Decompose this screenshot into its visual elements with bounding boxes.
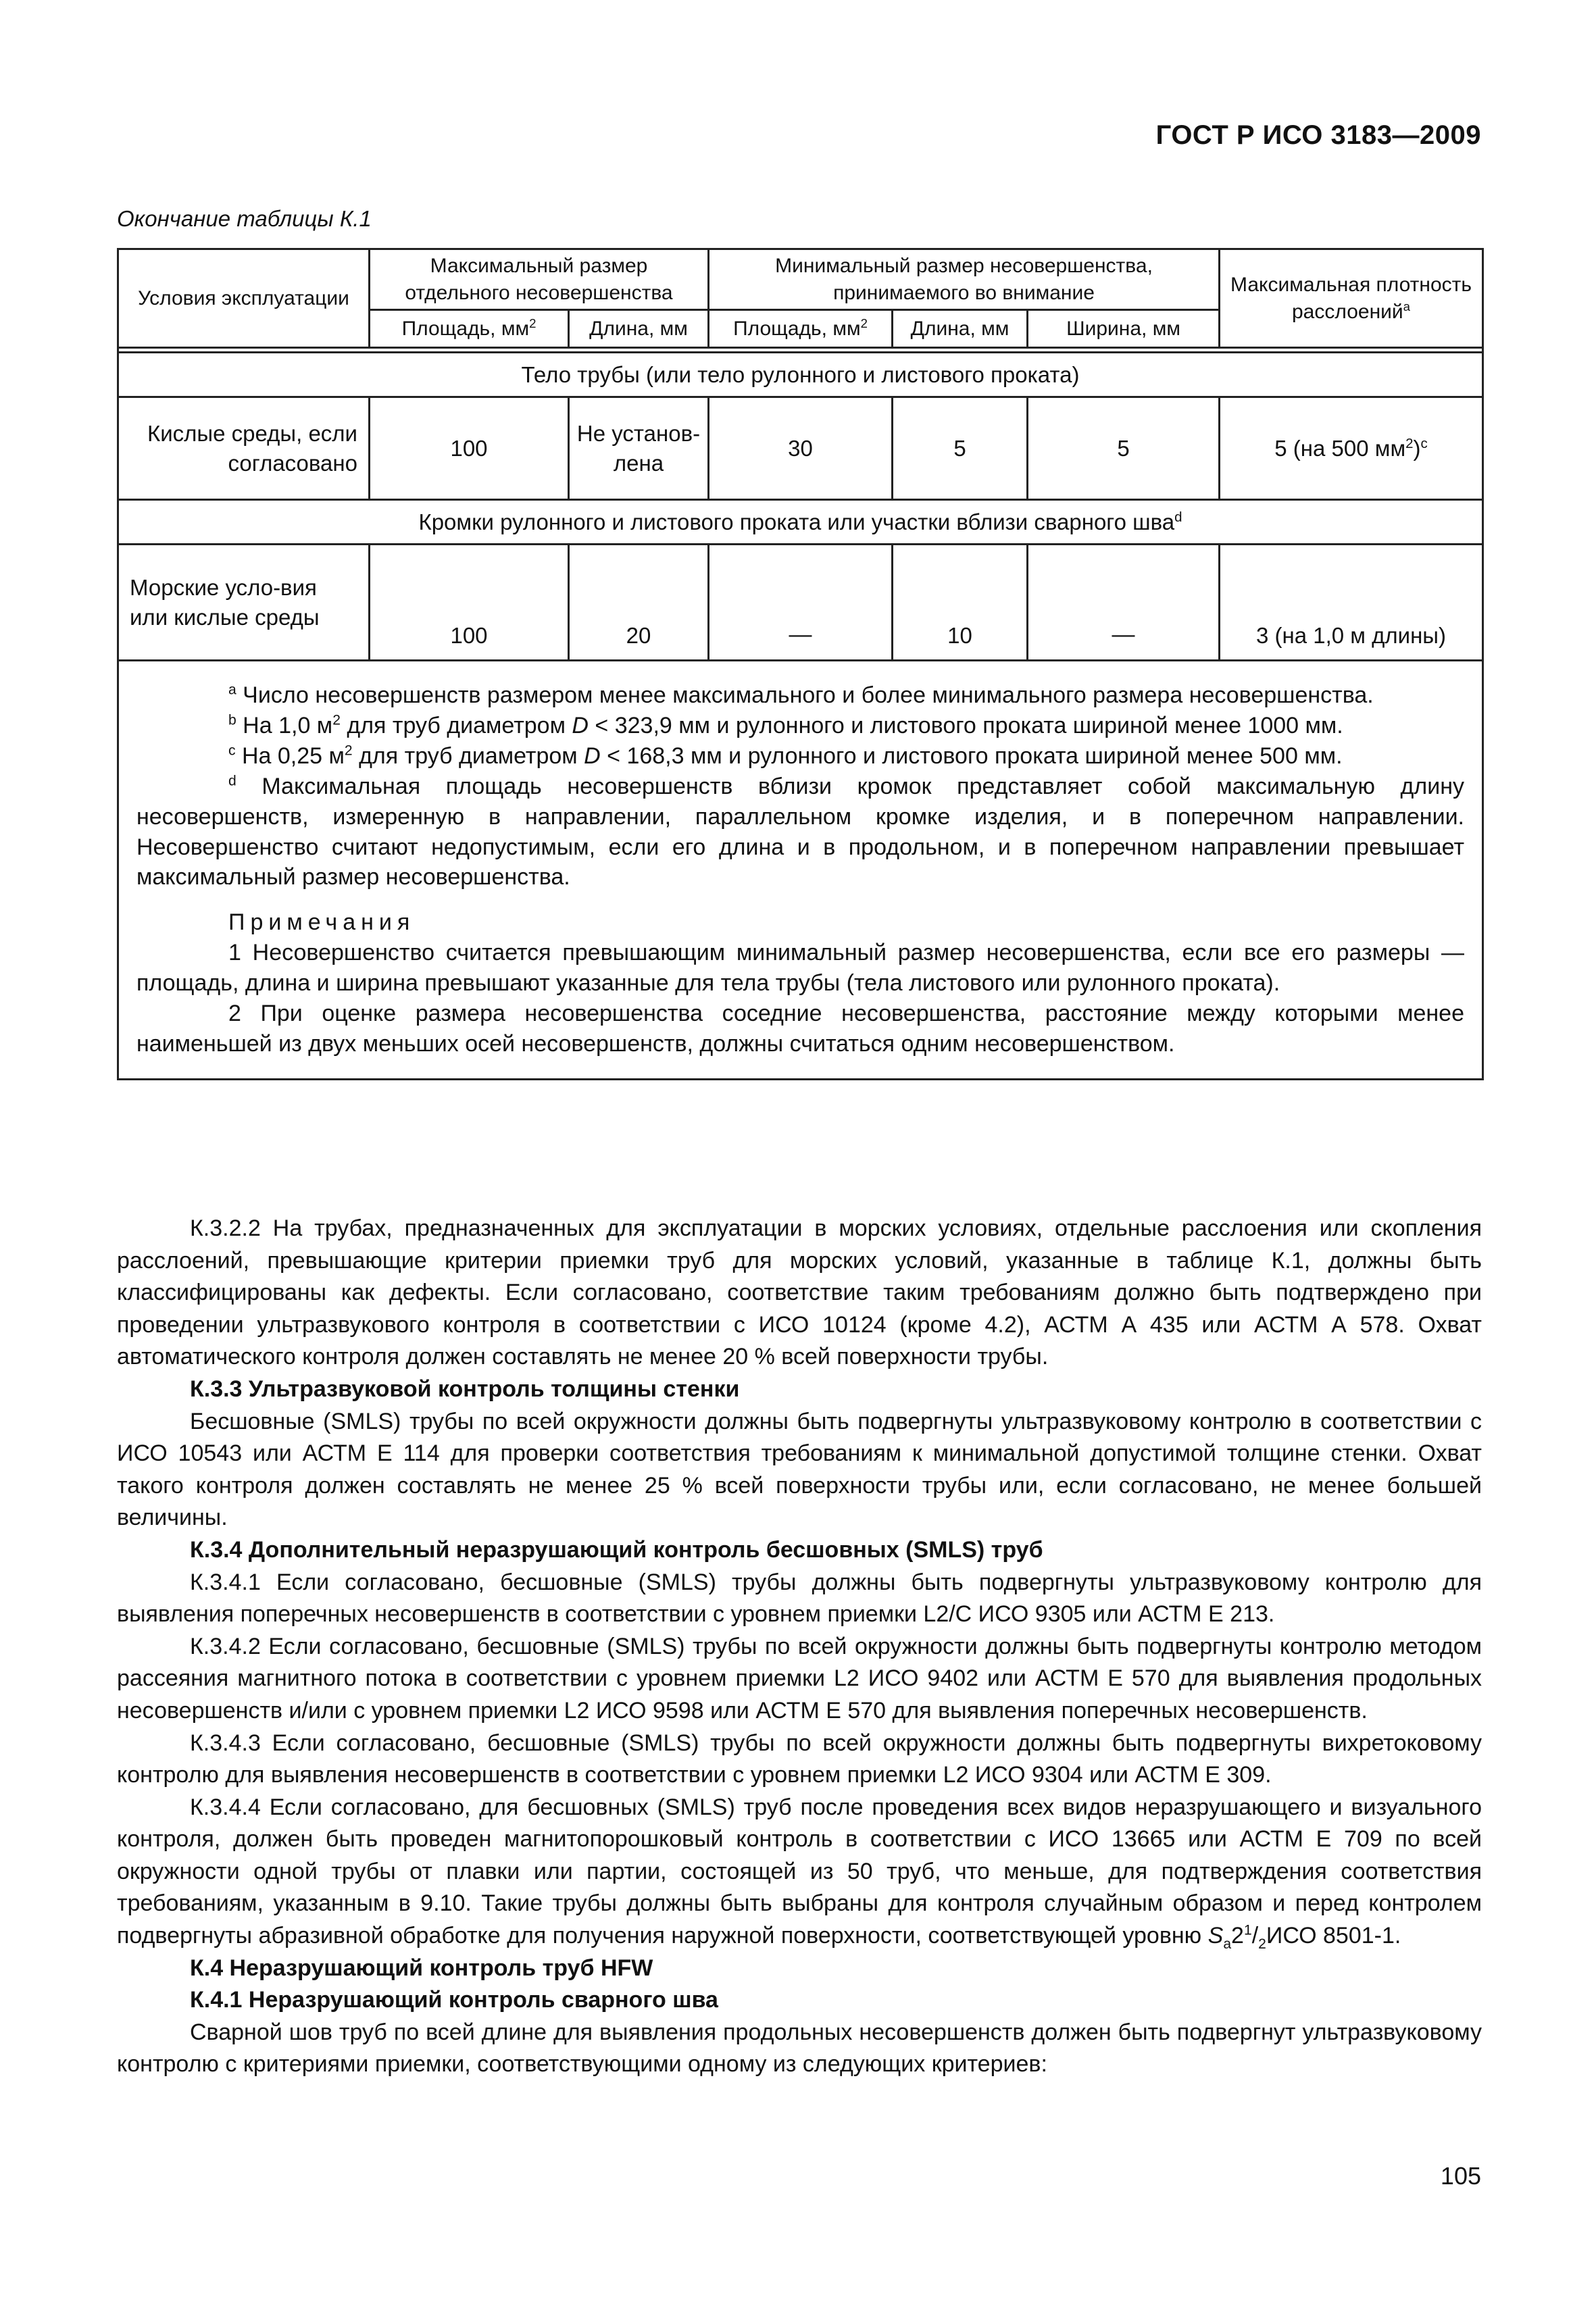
header-max-size: Максимальный размер отдельного несовершенства: [370, 249, 709, 310]
paragraph-k341: К.3.4.1 Если согласовано, бесшовные (SMLS) трубы должны быть подвергнуты ультразвуковому контролю для выявления поперечных несовершенств в соответствии с уровнем приемки L2/C ИСО 9305 или АСТМ Е 213.: [117, 1569, 1482, 1628]
row1-density: 5 (на 500 $мм^2)^c$: [1220, 397, 1483, 500]
footnote-c: $^c$ На 0,25 $м^2$ для труб диаметром D < 168,3 мм и рулонного и листового проката шириной менее 500 мм.: [228, 743, 1343, 769]
header-min-size: Минимальный размер несовершенства, принимаемого во внимание: [709, 249, 1220, 310]
notes-title: Примечания: [228, 909, 416, 936]
paragraph-k343: К.3.4.3 Если согласовано, бесшовные (SMLS) трубы по всей окружности должны быть подвергнуты вихретоковому контролю для выявления несовершенств в соответствии с уровнем приемки L2 ИСО 9304 или АСТМ Е 309.: [117, 1730, 1482, 1788]
page-number: 105: [1440, 2162, 1481, 2190]
header-min-length: Длина, мм: [893, 310, 1028, 348]
heading-k34: К.3.4 Дополнительный неразрушающий контроль бесшовных (SMLS) труб: [190, 1536, 1043, 1563]
heading-k33: К.3.3 Ультразвуковой контроль толщины стенки: [190, 1376, 740, 1402]
paragraph-k33: Бесшовные (SMLS) трубы по всей окружности должны быть подвергнуты ультразвуковому контролю в соответствии с ИСО 10543 или АСТМ Е 114 для проверки соответствия требованиям к минимальной допустимой толщине стенки. Охват такого контроля должен составлять не менее 25 % всей поверхности трубы или, если согласовано, не менее большей величины.: [117, 1408, 1482, 1531]
document-code: ГОСТ Р ИСО 3183—2009: [1155, 120, 1481, 150]
row2-density: 3 (на 1,0 м длины): [1220, 545, 1483, 661]
row1-min-length: 5: [893, 397, 1028, 500]
paragraph-k342: К.3.4.2 Если согласовано, бесшовные (SMLS) трубы по всей окружности должны быть подвергнуты контролю методом рассеяния магнитного потока в соответствии с уровнем приемки L2 ИСО 9402 или АСТМ Е 570 для выявления продольных несовершенств и/или с уровнем приемки L2 ИСО 9598 или АСТМ Е 570 для выявления поперечных несовершенств.: [117, 1633, 1482, 1724]
footnote-a: $^a$ Число несовершенств размером менее максимального и более минимального размера несовершенства.: [228, 682, 1374, 709]
paragraph-k344: К.3.4.4 Если согласовано, для бесшовных (SMLS) труб после проведения всех видов неразрушающего и визуального контроля, должен быть проведен магнитопорошковый контроль в соответствии с ИСО 13665 или АСТМ Е 709 по всей окружности одной трубы от плавки или партии, состоящей из 50 труб, что меньше, для подтверждения соответствия требованиям, указанным в 9.10. Такие трубы должны быть выбраны для контроля случайным образом и перед контролем подвергнуты абразивной обработке для получения наружной поверхности, соответствующей уровню $S_a2^1/_2ИСО$ 8501-1.: [117, 1794, 1482, 1952]
row1-max-length: Не установ-лена: [569, 397, 709, 500]
row2-min-width: —: [1028, 545, 1220, 661]
header-min-width: Ширина, мм: [1028, 310, 1220, 348]
table-caption: Окончание таблицы К.1: [117, 206, 372, 231]
header-max-area: Площадь, $мм^2$: [370, 310, 569, 348]
row1-max-area: 100: [370, 397, 569, 500]
body-text: [117, 1213, 1482, 2081]
section-edges: Кромки рулонного и листового проката или участки вблизи сварного шва$^d$: [118, 500, 1483, 545]
header-conditions: Условия эксплуатации: [118, 249, 370, 348]
row2-max-length: 20: [569, 545, 709, 661]
paragraph-k322: К.3.2.2 На трубах, предназначенных для эксплуатации в морских условиях, отдельные расслоения или скопления расслоений, превышающие критерии приемки труб для морских условий, указанные в таблице К.1, должны быть классифицированы как дефекты. Если согласовано, соответствие таким требованиям должно быть подтверждено при проведении ультразвукового контроля в соответствии с ИСО 10124 (кроме 4.2), АСТМ А 435 или АСТМ А 578. Охват автоматического контроля должен составлять не менее 20 % всей поверхности трубы.: [117, 1215, 1482, 1370]
note-2: 2 При оценке размера несовершенства соседние несовершенства, расстояние между которыми менее наименьшей из двух меньших осей несовершенств, должны считаться одним несовершенством.: [136, 1000, 1465, 1057]
table-footnotes: [118, 661, 1483, 1080]
footnote-b: $^b$ На 1,0 $м^2$ для труб диаметром D < 323,9 мм и рулонного и листового проката шириной менее 1000 мм.: [228, 712, 1343, 739]
row1-condition: Кислые среды, если согласовано: [118, 397, 370, 500]
row1-min-area: 30: [709, 397, 893, 500]
heading-k4: К.4 Неразрушающий контроль труб HFW: [190, 1955, 653, 1981]
table-k1: [117, 248, 1484, 1080]
row2-max-area: 100: [370, 545, 569, 661]
row2-condition: Морские усло-вия или кислые среды: [118, 545, 370, 661]
header-max-length: Длина, мм: [569, 310, 709, 348]
row2-min-area: —: [709, 545, 893, 661]
row2-min-length: 10: [893, 545, 1028, 661]
note-1: 1 Несовершенство считается превышающим минимальный размер несовершенства, если все его размеры — площадь, длина и ширина превышают указанные для тела трубы (тела листового или рулонного проката).: [136, 940, 1465, 997]
header-density: Максимальная плотность расслоений$^a$: [1220, 249, 1483, 348]
paragraph-k41: Сварной шов труб по всей длине для выявления продольных несовершенств должен быть подвергнут ультразвуковому контролю с критериями приемки, соответствующими одному из следующих критериев:: [117, 2019, 1482, 2078]
row1-min-width: 5: [1028, 397, 1220, 500]
heading-k41: К.4.1 Неразрушающий контроль сварного шва: [190, 1987, 718, 2013]
section-pipe-body: Тело трубы (или тело рулонного и листового проката): [118, 353, 1483, 397]
footnote-d: $^d$ Максимальная площадь несовершенств вблизи кромок представляет собой максимальную длину несовершенств, измеренную в направлении, параллельном кромке изделия, и в поперечном направлении. Несовершенство считают недопустимым, если его длина и в продольном, и в поперечном направлении превышает максимальный размер несовершенства.: [136, 773, 1465, 890]
header-min-area: Площадь, $мм^2$: [709, 310, 893, 348]
